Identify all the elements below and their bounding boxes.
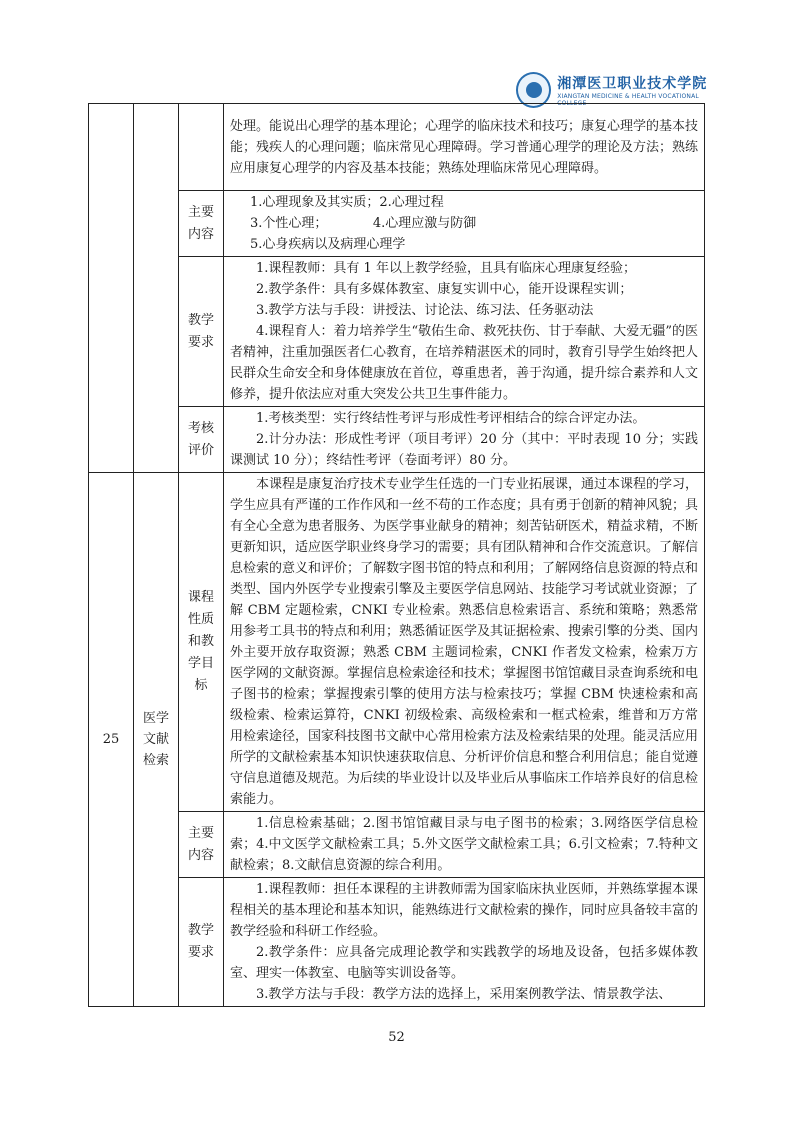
- table-row: [89, 257, 705, 407]
- course-name: 医学文献检索: [134, 473, 179, 1007]
- teaching-req-cell: 1.课程教师：担任本课程的主讲教师需为国家临床执业医师，并熟练掌握本课程相关的基本理论和基本知识，能熟练进行文献检索的操作，同时应具备较丰富的教学经验和科研工作经验。 2.教学条件：应具备完成理论教学和实践教学的场地及设备，包括多媒体教室、理实一体教室、电脑等实训设备等。 3.教学方法与手段：教学方法的选择上，采用案例教学法、情景教学法、: [224, 878, 705, 1007]
- row-label: 主要内容: [179, 812, 224, 878]
- content-line: 5.心身疾病以及病理心理学: [250, 237, 406, 252]
- table-row: [89, 407, 705, 473]
- school-name-en: XIANGTAN MEDICINE & HEALTH VOCATIONAL COLLEGE: [557, 93, 699, 107]
- assessment-cell: 1.考核类型：实行终结性考评与形成性考评相结合的综合评定办法。 2.计分办法：形成性考评（项目考评）20 分（其中：平时表现 10 分；实践课测试 10 分）；终结性考评（卷面考评）80 分。: [224, 407, 705, 473]
- content-line: 1.心理现象及其实质；2.心理过程: [250, 195, 444, 210]
- page-number: 52: [388, 1030, 405, 1045]
- content-line: 3.个性心理； 4.心理应激与防御: [250, 216, 477, 231]
- table-row: [89, 812, 705, 878]
- main-content-cell: 1.信息检索基础；2.图书馆馆藏目录与电子图书的检索；3.网络医学信息检索；4.中文医学文献检索工具；5.外文医学文献检索工具；6.引文检索；7.特种文献检索；8.文献信息资源的综合利用。: [224, 812, 705, 878]
- table-row: [89, 878, 705, 1007]
- school-name: 湘潭医卫职业技术学院: [557, 76, 708, 92]
- objective-text: 处理。能说出心理学的基本理论；心理学的临床技术和技巧；康复心理学的基本技能；残疾人的心理问题；临床常见心理障碍。学习普通心理学的理论及方法；熟练应用康复心理学的内容及基本技能；熟练处理临床常见心理障碍。: [224, 104, 705, 191]
- row-label: 考核评价: [179, 407, 224, 473]
- course-number: 25: [89, 473, 134, 1007]
- row-label: 主要内容: [179, 191, 224, 257]
- row-label: 教学要求: [179, 878, 224, 1007]
- table-row: [89, 104, 705, 191]
- row-label: 课程性质和教学目标: [179, 473, 224, 812]
- table-row: [89, 473, 705, 812]
- objective-text: 本课程是康复治疗技术专业学生任选的一门专业拓展课，通过本课程的学习，学生应具有严谨的工作作风和一丝不苟的工作态度；具有勇于创新的精神风貌；具有全心全意为患者服务、为医学事业献身的精神；刻苦钻研医术，精益求精，不断更新知识，适应医学职业终身学习的需要；具有团队精神和合作交流意识。了解信息检索的意义和评价；了解数字图书馆的特点和利用；了解网络信息资源的特点和类型、国内外医学专业搜索引擎及主要医学信息网站、技能学习考试就业资源；了解 CBM 定题检索，CNKI 专业检索。熟悉信息检索语言、系统和策略；熟悉常用参考工具书的特点和利用；熟悉循证医学及其证据检索、搜索引擎的分类、国内外主要开放存取资源；熟悉 CBM 主题词检索，CNKI 作者发文检索，检索万方医学网的文献资源。掌握信息检索途径和技术；掌握图书馆馆藏目录查询系统和电子图书的检索；掌握搜索引擎的使用方法与检索技巧；掌握 CBM 快速检索和高级检索、检索运算符，CNKI 初级检索、高级检索和一框式检索，维普和万方常用检索途径，国家科技图书文献中心常用检索方法及检索结果的处理。能灵活应用所学的文献检索基本知识快速获取信息、分析评价信息和整合利用信息；能自觉遵守信息道德及规范。为后续的毕业设计以及毕业后从事临床工作培养良好的信息检索能力。: [224, 473, 705, 812]
- table-row: [89, 191, 705, 257]
- teaching-req-cell: 1.课程教师：具有 1 年以上教学经验，且具有临床心理康复经验； 2.教学条件：具有多媒体教室、康复实训中心，能开设课程实训； 3.教学方法与手段：讲授法、讨论法、练习法、任务驱动法 4.课程育人：着力培养学生“敬佑生命、救死扶伤、甘于奉献、大爱无疆”的医者精神，注重加强医者仁心教育，在培养精湛医术的同时，教育引导学生始终把人民群众生命安全和身体健康放在首位，尊重患者，善于沟通，提升综合素养和人文修养，提升依法应对重大突发公共卫生事件能力。: [224, 257, 705, 407]
- course-table: [88, 103, 705, 1007]
- row-label: 教学要求: [179, 257, 224, 407]
- main-content-cell: [224, 191, 705, 257]
